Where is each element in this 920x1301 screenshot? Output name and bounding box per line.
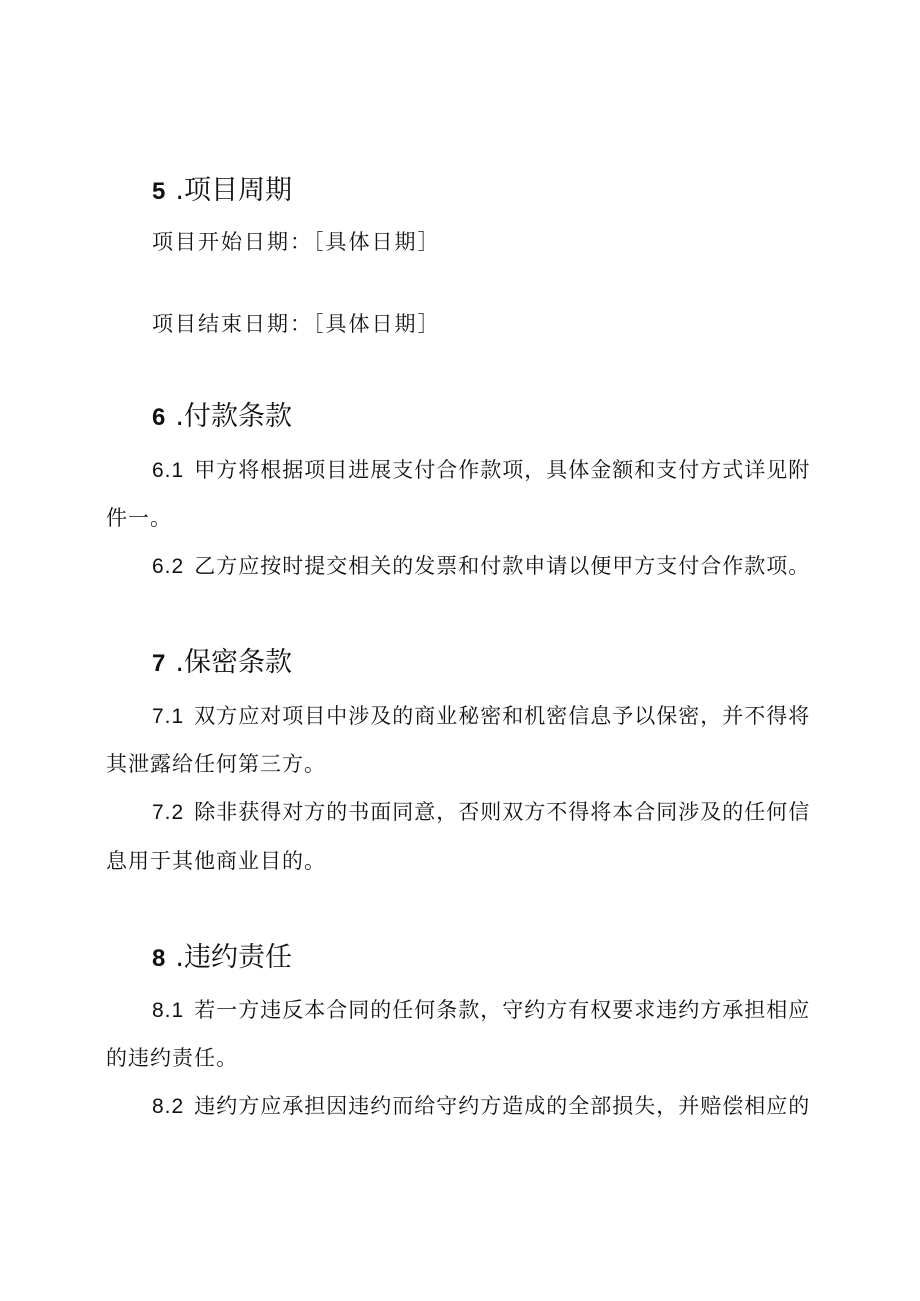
clause-6-1 [152, 456, 810, 485]
clause-number: 7.2 [152, 801, 185, 824]
clause-text: 甲方将根据项目进展支付合作款项，具体金额和支付方式详见附 [194, 458, 811, 482]
clause-text: 违约方应承担因违约而给守约方造成的全部损失，并赔偿相应的 [194, 1094, 811, 1118]
clause-7-1 [152, 702, 810, 731]
clause-8-1-cont: 的违约责任。 [106, 1046, 238, 1070]
clause-7-1-cont: 其泄露给任何第三方。 [106, 752, 326, 776]
section-7-heading [152, 647, 292, 680]
section-5-heading [152, 175, 292, 208]
clause-number: 6.2 [152, 555, 185, 578]
section-title: .保密条款 [175, 647, 292, 678]
section-title: .违约责任 [175, 942, 292, 973]
section-title: .项目周期 [175, 175, 292, 206]
section-number: 5 [152, 178, 166, 205]
section-8-heading [152, 942, 292, 975]
clause-6-2 [152, 552, 810, 581]
clause-text: 乙方应按时提交相关的发票和付款申请以便甲方支付合作款项。 [194, 554, 811, 578]
section-number: 7 [152, 650, 166, 677]
clause-number: 8.2 [152, 1095, 185, 1118]
section-number: 6 [152, 404, 166, 431]
clause-number: 8.1 [152, 999, 185, 1022]
project-start-date: 项目开始日期：［具体日期］ [152, 230, 441, 254]
clause-8-1 [152, 996, 810, 1025]
section-title: .付款条款 [175, 401, 292, 432]
clause-7-2 [152, 798, 810, 827]
clause-8-2 [152, 1092, 810, 1121]
clause-6-1-cont: 件一。 [106, 506, 172, 530]
clause-text: 双方应对项目中涉及的商业秘密和机密信息予以保密，并不得将 [194, 704, 811, 728]
clause-number: 6.1 [152, 459, 185, 482]
clause-text: 若一方违反本合同的任何条款，守约方有权要求违约方承担相应 [194, 998, 811, 1022]
project-end-date: 项目结束日期：［具体日期］ [152, 312, 441, 336]
section-number: 8 [152, 945, 166, 972]
section-6-heading [152, 401, 292, 434]
clause-text: 除非获得对方的书面同意，否则双方不得将本合同涉及的任何信 [194, 800, 811, 824]
clause-7-2-cont: 息用于其他商业目的。 [106, 849, 326, 873]
clause-number: 7.1 [152, 705, 185, 728]
